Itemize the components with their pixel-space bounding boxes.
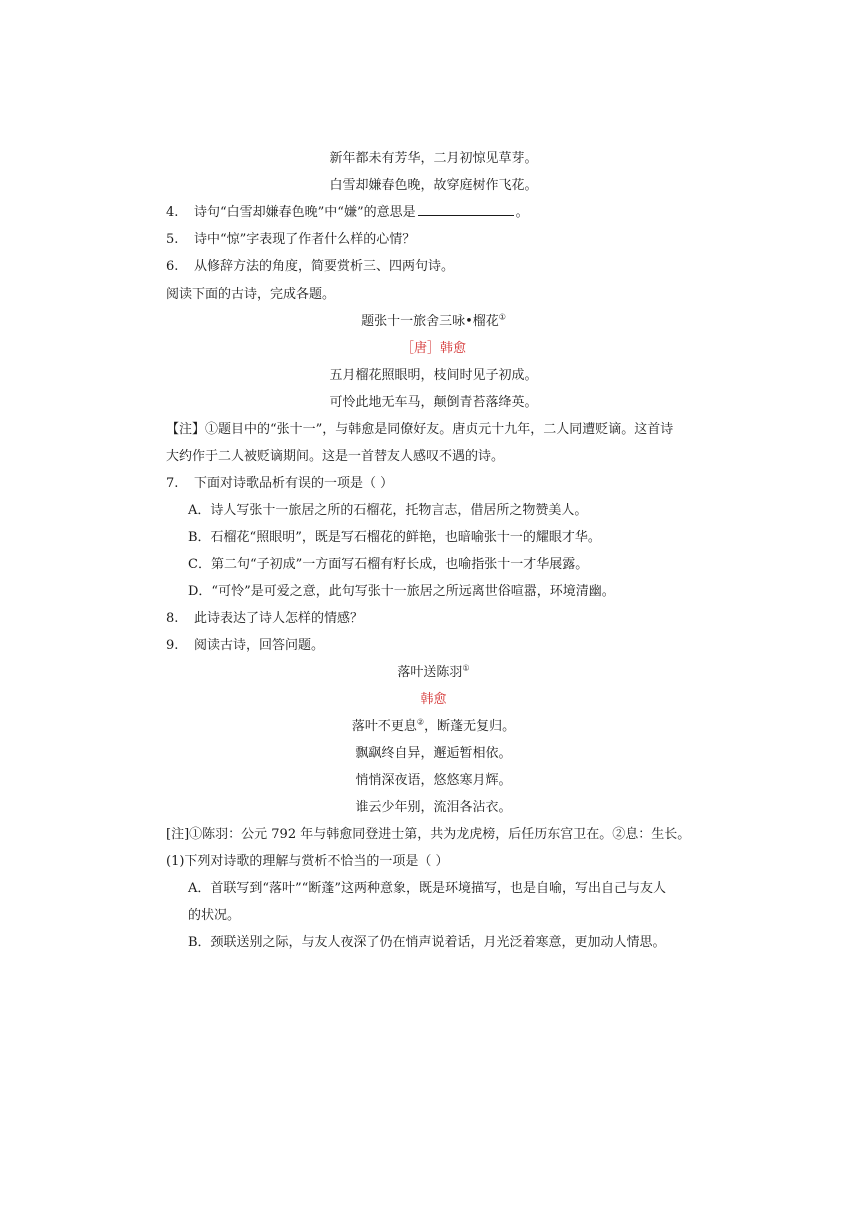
poem2-title xyxy=(0,312,867,332)
poem3-line1-note: ② xyxy=(416,717,425,727)
question-9 xyxy=(166,636,324,656)
q9-1-option-a-line2[interactable]: 的状况。 xyxy=(188,908,241,923)
question-number: 9. xyxy=(166,638,179,653)
question-number: 5. xyxy=(166,232,179,247)
question-text-end: 。 xyxy=(515,205,529,220)
question-text: 下面对诗歌品析有误的一项是（ ） xyxy=(194,476,394,491)
question-text: 阅读古诗，回答问题。 xyxy=(194,638,325,653)
question-7 xyxy=(166,474,393,494)
q9-1-option-b[interactable]: B．颈联送别之际，与友人夜深了仍在悄声说着话，月光泛着寒意，更加动人情思。 xyxy=(188,935,666,950)
question-8 xyxy=(166,609,363,629)
question-number: 8. xyxy=(166,611,179,626)
poem1-line2: 白雪却嫌春色晚，故穿庭树作飞花。 xyxy=(329,178,538,193)
q7-option-a[interactable]: A．诗人写张十一旅居之所的石榴花，托物言志，借居所之物赞美人。 xyxy=(188,503,588,518)
poem3-line3: 悄悄深夜语，悠悠寒月辉。 xyxy=(355,773,512,788)
question-text: 诗句“白雪却嫌春色晚”中“嫌”的意思是 xyxy=(194,205,416,220)
q7-option-c[interactable]: C．第二句“子初成”一方面写石榴有籽长成，也喻指张十一才华展露。 xyxy=(188,557,589,572)
question-text: 从修辞方法的角度，简要赏析三、四两句诗。 xyxy=(194,259,455,274)
question-4 xyxy=(166,203,529,223)
question-text: 诗中“惊”字表现了作者什么样的心情？ xyxy=(194,232,416,247)
q7-option-d[interactable]: D．“可怜”是可爱之意，此句写张十一旅居之所远离世俗喧嚣，环境清幽。 xyxy=(188,584,615,599)
poem2-note-line2: 大约作于二人被贬谪期间。这是一首替友人感叹不遇的诗。 xyxy=(166,449,505,464)
answer-blank[interactable] xyxy=(418,203,514,216)
poem3-line4: 谁云少年别，流泪各沾衣。 xyxy=(355,800,512,815)
poem2-note-line1: 【注】①题目中的“张十一”，与韩愈是同僚好友。唐贞元十九年，二人同遭贬谪。这首诗 xyxy=(166,422,674,437)
q7-option-b[interactable]: B．石榴花“照眼明”，既是写石榴花的鲜艳，也暗喻张十一的耀眼才华。 xyxy=(188,530,601,545)
poem2-title-text: 题张十一旅舍三咏•榴花 xyxy=(361,314,499,329)
q9-1-option-a-line1[interactable]: A．首联写到“落叶”“断蓬”这两种意象，既是环境描写，也是自喻，写出自己与友人 xyxy=(188,881,666,896)
poem3-line1-a: 落叶不更息 xyxy=(351,719,417,734)
poem2-title-note: ① xyxy=(498,312,506,322)
question-6 xyxy=(166,257,454,277)
question-text: 此诗表达了诗人怎样的情感？ xyxy=(194,611,364,626)
poem1-line1: 新年都未有芳华，二月初惊见草芽。 xyxy=(329,151,538,166)
poem3-line1 xyxy=(0,717,867,737)
question-5 xyxy=(166,230,415,250)
question-number: 7. xyxy=(166,476,179,491)
poem2-author: ［唐］韩愈 xyxy=(400,341,466,356)
question-number: 6. xyxy=(166,259,179,274)
question-number: 4. xyxy=(166,205,179,220)
poem3-title-text: 落叶送陈羽 xyxy=(397,665,463,680)
question-9-1: (1)下列对诗歌的理解与赏析不恰当的一项是（ ） xyxy=(166,854,449,869)
poem3-title xyxy=(0,663,867,683)
poem3-line2: 飘飖终自异，邂逅暂相依。 xyxy=(355,746,512,761)
poem3-line1-b: ，断蓬无复归。 xyxy=(424,719,516,734)
poem3-title-note: ① xyxy=(462,663,470,673)
poem2-line1: 五月榴花照眼明，枝间时见子初成。 xyxy=(329,368,538,383)
poem3-note: [注]①陈羽：公元 792 年与韩愈同登进士第，共为龙虎榜，后任历东宫卫在。②息：生长。 xyxy=(166,827,691,842)
poem2-line2: 可怜此地无车马，颠倒青苔落绛英。 xyxy=(329,395,538,410)
poem3-author: 韩愈 xyxy=(420,692,447,707)
instruction: 阅读下面的古诗，完成各题。 xyxy=(166,287,336,302)
